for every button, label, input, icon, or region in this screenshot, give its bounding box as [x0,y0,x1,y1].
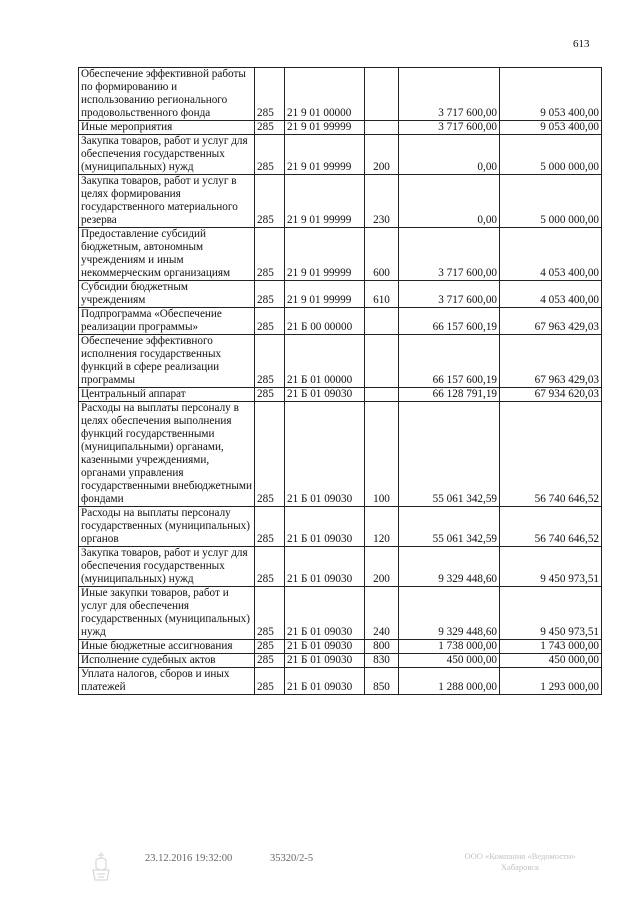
row-sum2-cell: 56 740 646,52 [500,507,602,547]
table-row [79,308,602,335]
row-csr-cell: 21 Б 01 09030 [285,388,365,402]
row-gr-cell: 285 [255,402,285,507]
row-sum2-cell: 9 450 973,51 [500,547,602,587]
row-gr-cell: 285 [255,335,285,388]
row-name-cell: Предоставление субсидий бюджетным, автономным учреждениям и иным некоммерческим организациям [79,228,255,281]
row-name-cell: Подпрограмма «Обеспечение реализации программы» [79,308,255,335]
row-sum2-cell: 5 000 000,00 [500,175,602,228]
row-vr-cell: 850 [365,668,399,695]
row-csr-cell: 21 9 01 99999 [285,281,365,308]
table-row [79,668,602,695]
row-name-cell: Уплата налогов, сборов и иных платежей [79,668,255,695]
row-sum2-cell: 56 740 646,52 [500,402,602,507]
row-vr-cell [365,68,399,121]
row-sum2-cell: 9 053 400,00 [500,68,602,121]
row-name-cell: Закупка товаров, работ и услуг в целях формирования государственного материального резерва [79,175,255,228]
table-row [79,68,602,121]
table-row [79,175,602,228]
table-row [79,388,602,402]
row-gr-cell: 285 [255,668,285,695]
row-gr-cell: 285 [255,68,285,121]
row-sum2-cell: 67 934 620,03 [500,388,602,402]
row-csr-cell: 21 Б 01 09030 [285,547,365,587]
row-name-cell: Иные закупки товаров, работ и услуг для обеспечения государственных (муниципальных) нужд [79,587,255,640]
row-sum1-cell: 55 061 342,59 [399,507,500,547]
table-row [79,507,602,547]
row-sum1-cell: 55 061 342,59 [399,402,500,507]
row-sum1-cell: 450 000,00 [399,654,500,668]
row-gr-cell: 285 [255,308,285,335]
row-gr-cell: 285 [255,547,285,587]
row-gr-cell: 285 [255,175,285,228]
row-name-cell: Расходы на выплаты персоналу в целях обеспечения выполнения функций государственными (муниципальными) органами, казенными учреждениями, органами управления государственными внебюджетными фондами [79,402,255,507]
row-sum2-cell: 4 053 400,00 [500,281,602,308]
row-sum2-cell: 450 000,00 [500,654,602,668]
emblem-watermark [90,850,112,884]
row-vr-cell: 230 [365,175,399,228]
row-sum1-cell: 66 157 600,19 [399,335,500,388]
row-sum2-cell: 9 053 400,00 [500,121,602,135]
row-vr-cell: 800 [365,640,399,654]
row-vr-cell: 830 [365,654,399,668]
table-row [79,547,602,587]
row-gr-cell: 285 [255,640,285,654]
budget-table-body [79,68,602,695]
row-vr-cell [365,308,399,335]
table-row [79,402,602,507]
table-row [79,228,602,281]
row-sum2-cell: 67 963 429,03 [500,308,602,335]
row-sum1-cell: 3 717 600,00 [399,281,500,308]
row-sum2-cell: 5 000 000,00 [500,135,602,175]
row-sum1-cell: 9 329 448,60 [399,547,500,587]
table-row [79,654,602,668]
row-csr-cell: 21 9 01 99999 [285,228,365,281]
row-name-cell: Субсидии бюджетным учреждениям [79,281,255,308]
table-row [79,281,602,308]
row-csr-cell: 21 Б 00 00000 [285,308,365,335]
row-vr-cell [365,121,399,135]
row-csr-cell: 21 Б 01 09030 [285,654,365,668]
budget-table [78,67,602,695]
row-sum2-cell: 67 963 429,03 [500,335,602,388]
row-csr-cell: 21 Б 01 09030 [285,640,365,654]
row-vr-cell: 100 [365,402,399,507]
row-sum1-cell: 66 128 791,19 [399,388,500,402]
row-vr-cell: 240 [365,587,399,640]
footer-datetime: 23.12.2016 19:32:00 [145,853,233,864]
row-name-cell: Исполнение судебных актов [79,654,255,668]
row-name-cell: Закупка товаров, работ и услуг для обеспечения государственных (муниципальных) нужд [79,547,255,587]
row-gr-cell: 285 [255,587,285,640]
row-gr-cell: 285 [255,135,285,175]
row-sum1-cell: 0,00 [399,175,500,228]
row-csr-cell: 21 9 01 99999 [285,135,365,175]
row-name-cell: Иные мероприятия [79,121,255,135]
row-gr-cell: 285 [255,507,285,547]
row-gr-cell: 285 [255,654,285,668]
table-row [79,587,602,640]
row-gr-cell: 285 [255,121,285,135]
row-sum2-cell: 1 743 000,00 [500,640,602,654]
row-name-cell: Закупка товаров, работ и услуг для обеспечения государственных (муниципальных) нужд [79,135,255,175]
row-csr-cell: 21 9 01 99999 [285,121,365,135]
row-vr-cell: 200 [365,547,399,587]
row-csr-cell: 21 9 01 00000 [285,68,365,121]
row-gr-cell: 285 [255,388,285,402]
row-csr-cell: 21 Б 01 09030 [285,587,365,640]
row-vr-cell: 600 [365,228,399,281]
row-name-cell: Иные бюджетные ассигнования [79,640,255,654]
table-row [79,335,602,388]
row-vr-cell: 120 [365,507,399,547]
table-row [79,121,602,135]
row-vr-cell [365,335,399,388]
page-number: 613 [573,38,590,50]
row-gr-cell: 285 [255,281,285,308]
row-csr-cell: 21 9 01 99999 [285,175,365,228]
row-gr-cell: 285 [255,228,285,281]
row-vr-cell: 200 [365,135,399,175]
row-vr-cell: 610 [365,281,399,308]
row-csr-cell: 21 Б 01 09030 [285,668,365,695]
row-name-cell: Обеспечение эффективного исполнения государственных функций в сфере реализации программы [79,335,255,388]
row-sum1-cell: 3 717 600,00 [399,228,500,281]
row-name-cell: Центральный аппарат [79,388,255,402]
row-sum1-cell: 3 717 600,00 [399,68,500,121]
row-sum1-cell: 9 329 448,60 [399,587,500,640]
row-csr-cell: 21 Б 01 09030 [285,402,365,507]
row-sum1-cell: 3 717 600,00 [399,121,500,135]
row-vr-cell [365,388,399,402]
table-row [79,640,602,654]
row-sum1-cell: 0,00 [399,135,500,175]
row-sum2-cell: 1 293 000,00 [500,668,602,695]
row-sum2-cell: 9 450 973,51 [500,587,602,640]
row-sum2-cell: 4 053 400,00 [500,228,602,281]
row-name-cell: Расходы на выплаты персоналу государственных (муниципальных) органов [79,507,255,547]
row-sum1-cell: 1 738 000,00 [399,640,500,654]
row-name-cell: Обеспечение эффективной работы по формированию и использованию регионального продовольственного фонда [79,68,255,121]
row-csr-cell: 21 Б 01 09030 [285,507,365,547]
footer-stamp: ООО «Компания «Ведомости» Хабаровск [464,851,576,872]
row-sum1-cell: 1 288 000,00 [399,668,500,695]
row-sum1-cell: 66 157 600,19 [399,308,500,335]
row-csr-cell: 21 Б 01 00000 [285,335,365,388]
footer-document-number: 35320/2-5 [270,853,314,864]
table-row [79,135,602,175]
